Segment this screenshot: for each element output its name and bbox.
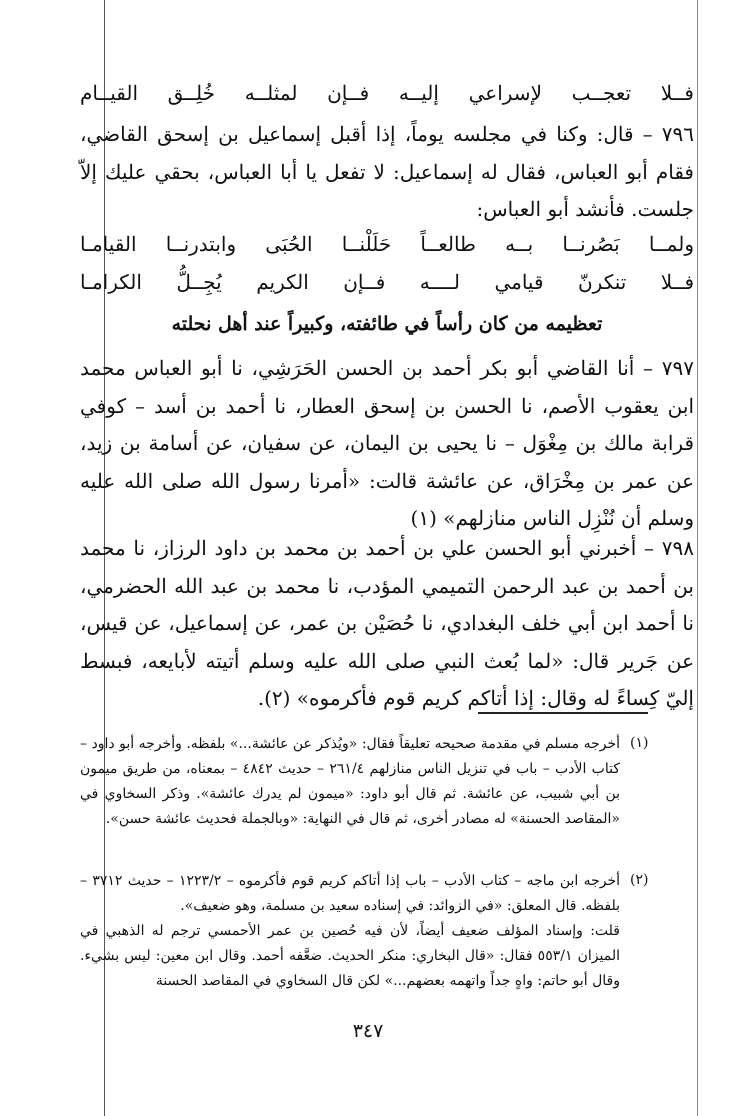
entry-796-text: ٧٩٦ – قال: وكنا في مجلسه يوماً، إذا أقبل إسماعيل بن إسحق القاضي، فقام أبو العباس، فقال له إسماعيل: لا تفعل يا أبا العباس، بحقي عليك إلاّ جلست. فأنشد أبو العباس:: [80, 122, 694, 221]
verse-line-2a: ولمــا بَصُرنــا بــه طالعــاً حَلَلْنــا الحُبَى وابتدرنــا القيامـا: [80, 232, 694, 256]
verse-line-2b: فــلا تنكرنّ قيامي لــــه فــإن الكريم يُجِــلُّ الكرامـا: [80, 270, 694, 294]
margin-line-right: [697, 0, 698, 1116]
entry-797: [80, 350, 694, 538]
verse-line-1: فــلا تعجــب لإسراعي إليــه فــإن لمثلــه خُلِــق القيــام: [80, 81, 694, 105]
footnote-2: [80, 869, 620, 994]
footnote-number-1: (١): [630, 735, 649, 751]
entry-798: [80, 530, 694, 718]
footnote-2-text: أخرجه ابن ماجه – كتاب الأدب – باب إذا أتاكم كريم قوم فأكرموه – ١٢٢٣/٢ – حديث ٣٧١٢ – بلفظه. قال المعلق: «في الزوائد: في إسناده سعيد بن مسلمة، وهو ضعيف».: [80, 873, 621, 914]
footnote-separator: [478, 712, 648, 714]
entry-798-text: ٧٩٨ – أخبرني أبو الحسن علي بن أحمد بن محمد بن داود الرزاز، نا محمد بن أحمد بن عبد الرحمن التميمي المؤدب، نا محمد بن عبد الله الحضرمي، نا أحمد ابن أبي خلف البغدادي، نا حُصَيْن بن عمر، عن إسماعيل، عن قيس، عن جَرير قال: «لما بُعث النبي صلى الله عليه وسلم أتيته لأبايعه، فبسط إليّ كِساءً له وقال: إذا أتاكم كريم قوم فأكرموه» (٢).: [80, 536, 694, 710]
footnote-2-text-cont: قلت: وإسناد المؤلف ضعيف أيضاً، لأن فيه حُصين بن عمر الأحمسي ترجم له الذهبي في الميزان ٥٥٣/١ فقال: «قال البخاري: منكر الحديث. ضعَّفه أحمد. وقال ابن معين: ليس بشيء. وقال أبو حاتم: واهٍ جداً واتهمه بعضهم...» لكن قال السخاوي في المقاصد الحسنة: [80, 923, 620, 989]
entry-797-text: ٧٩٧ – أنا القاضي أبو بكر أحمد بن الحسن الحَرَشِي، نا أبو العباس محمد ابن يعقوب الأصم، نا الحسن بن إسحق العطار، نا أحمد بن أسد – كوفي قرابة مالك بن مِغْوَل – نا يحيى بن اليمان، عن سفيان، عن أسامة بن زيد، عن عمر بن مِخْرَاق، عن عائشة قالت: «أمرنا رسول الله صلى الله عليه وسلم أن نُنْزِل الناس منازلهم» (١): [80, 356, 694, 530]
entry-796: [80, 116, 694, 229]
footnote-1: أخرجه مسلم في مقدمة صحيحه تعليقاً فقال: «ويُذكر عن عائشة...» بلفظه. وأخرجه أبو داود – كتاب الأدب – باب في تنزيل الناس منازلهم ٢٦١/٤ – حديث ٤٨٤٢ – بمعناه، من طريق ميمون بن أبي شبيب، عن عائشة. ثم قال أبو داود: «ميمون لم يدرك عائشة». وذكر السخاوي في «المقاصد الحسنة» له مصادر أخرى، ثم قال في النهاية: «وبالجملة فحديث عائشة حسن».: [80, 736, 621, 827]
page-number: ٣٤٧: [352, 1020, 384, 1042]
section-heading: تعظيمه من كان رأساً في طائفته، وكبيراً عند أهل نحلته: [171, 313, 603, 335]
footnote-number-2: (٢): [630, 872, 649, 888]
